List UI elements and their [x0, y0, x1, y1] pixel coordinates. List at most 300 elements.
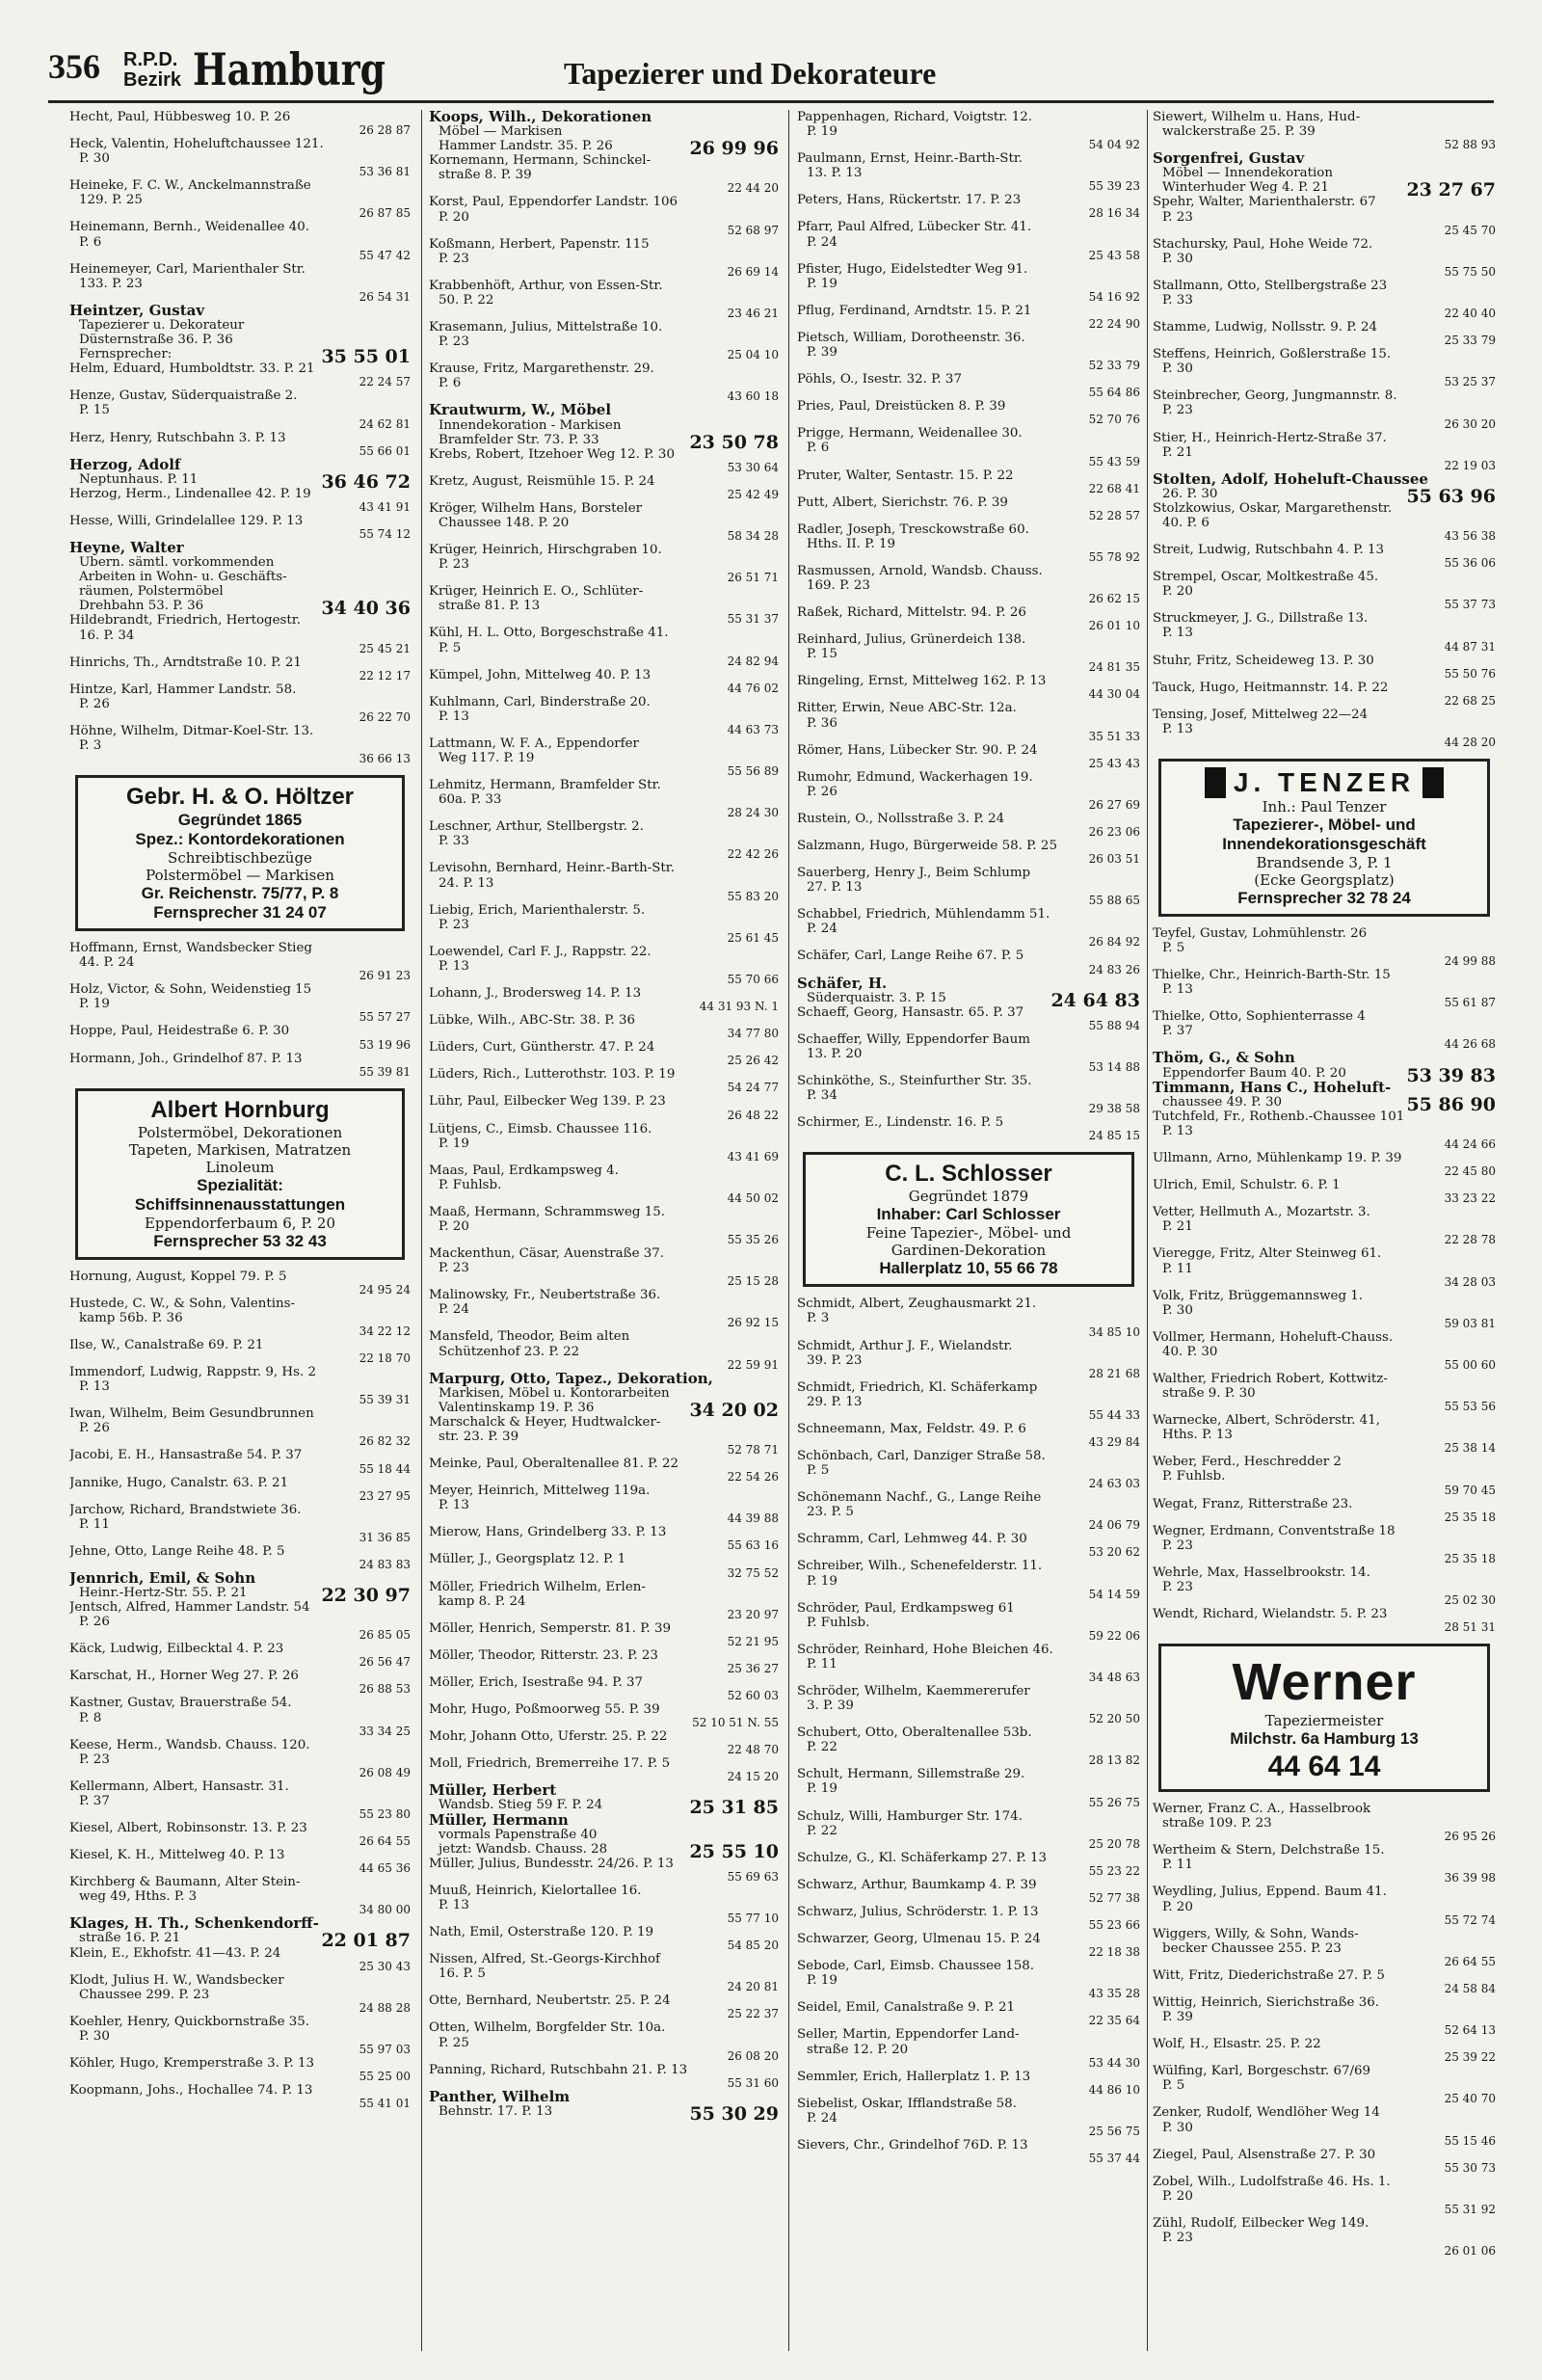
- entry-detail: Fernsprecher:: [79, 347, 173, 362]
- entry-detail: P. 13: [1162, 626, 1193, 641]
- directory-entry: [797, 399, 1140, 426]
- entry-detail: kamp 56b. P. 36: [79, 1310, 183, 1325]
- directory-entry: [69, 941, 411, 982]
- entry-phone: 55 23 66: [1088, 1918, 1140, 1933]
- entry-phone: 22 01 87: [321, 1930, 411, 1952]
- entry-name: Mierow, Hans, Grindelberg 33. P. 13: [429, 1525, 667, 1540]
- entry-phone: 55 63 16: [727, 1538, 779, 1553]
- entry-phone: 26 48 22: [727, 1108, 779, 1122]
- entry-name: Iwan, Wilhelm, Beim Gesundbrunnen: [69, 1406, 314, 1422]
- directory-entry: [797, 1905, 1140, 1932]
- entry-name: Stolten, Adolf, Hoheluft-Chaussee: [1153, 469, 1428, 488]
- ad-schlosser: [803, 1152, 1134, 1287]
- directory-entry: [1153, 2064, 1496, 2105]
- entry-name: Möller, Erich, Isestraße 94. P. 37: [429, 1674, 644, 1690]
- directory-entry: [69, 1365, 411, 1406]
- entry-phone: 26 92 15: [727, 1316, 779, 1330]
- entry-phone: 54 85 20: [727, 1939, 779, 1953]
- ad-line: (Ecke Georgsplatz): [1254, 870, 1395, 889]
- directory-entry: [1153, 320, 1496, 347]
- entry-name: Schwarzer, Georg, Ulmenau 15. P. 24: [797, 1932, 1041, 1947]
- entry-phone: 26 84 92: [1088, 935, 1140, 949]
- directory-entry: [69, 2015, 411, 2056]
- entry-name: Stier, H., Heinrich-Hertz-Straße 37.: [1153, 430, 1387, 445]
- entry-phone: 22 44 20: [727, 181, 779, 196]
- directory-entry: [429, 986, 779, 1013]
- entry-name: Loewendel, Carl F. J., Rappstr. 22.: [429, 944, 651, 959]
- directory-entry: [1153, 1178, 1496, 1205]
- entry-name: Hildebrandt, Friedrich, Hertogestr.: [69, 613, 301, 628]
- entry-detail: P. 5: [1162, 941, 1185, 955]
- directory-entry: [429, 1122, 779, 1163]
- entry-name: Schabbel, Friedrich, Mühlendamm 51.: [797, 907, 1050, 923]
- entry-name: Wegner, Erdmann, Conventstraße 18: [1153, 1523, 1396, 1538]
- entry-phone: 52 88 93: [1444, 138, 1496, 152]
- column-divider: [788, 110, 789, 2351]
- entry-name: Karschat, H., Horner Weg 27. P. 26: [69, 1669, 299, 1684]
- entry-detail: straße 12. P. 20: [807, 2042, 909, 2057]
- entry-name: Salzmann, Hugo, Bürgerweide 58. P. 25: [797, 839, 1057, 853]
- entry-name: Wendt, Richard, Wielandstr. 5. P. 23: [1153, 1607, 1388, 1621]
- directory-entry: [69, 1914, 411, 1952]
- entry-name: Koßmann, Herbert, Papenstr. 115: [429, 236, 650, 252]
- directory-entry: [429, 1648, 779, 1675]
- directory-entry: [429, 1246, 779, 1288]
- entry-phone: 36 39 98: [1444, 1871, 1496, 1885]
- directory-entry: [429, 695, 779, 736]
- entry-detail: P. 26: [79, 1615, 110, 1630]
- entry-detail: Wandsb. Stieg 59 F. P. 24: [439, 1798, 603, 1813]
- entry-phone: 44 24 66: [1444, 1137, 1496, 1152]
- entry-phone: 55 88 65: [1088, 894, 1140, 908]
- entry-phone: 43 41 69: [727, 1149, 779, 1163]
- entry-name: Kühl, H. L. Otto, Borgeschstraße 41.: [429, 626, 669, 641]
- directory-entry: [69, 613, 411, 655]
- entry-phone: 55 39 23: [1088, 179, 1140, 194]
- directory-entry: [797, 1422, 1140, 1449]
- directory-entry: [69, 1544, 411, 1571]
- entry-detail: Weg 117. P. 19: [439, 751, 535, 765]
- entry-name: Herzog, Adolf: [69, 455, 181, 473]
- ad-address: Gr. Reichenstr. 75/77, P. 8: [141, 884, 339, 903]
- entry-phone: 22 24 57: [359, 375, 411, 389]
- entry-name: Schirmer, E., Lindenstr. 16. P. 5: [797, 1115, 1004, 1131]
- entry-name: Lühr, Paul, Eilbecker Weg 139. P. 23: [429, 1094, 666, 1110]
- ad-line: Inh.: Paul Tenzer: [1262, 797, 1387, 816]
- entry-name: Schulze, G., Kl. Schäferkamp 27. P. 13: [797, 1850, 1048, 1865]
- entry-detail: 13. P. 13: [807, 166, 863, 181]
- entry-detail: chaussee 49. P. 30: [1162, 1094, 1282, 1110]
- entry-phone: 25 55 10: [689, 1840, 779, 1862]
- entry-phone: 26 01 10: [1088, 619, 1140, 633]
- entry-name: Schröder, Wilhelm, Kaemmererufer: [797, 1684, 1030, 1698]
- city-name: Hamburg: [193, 43, 386, 95]
- entry-name: Wiggers, Willy, & Sohn, Wands-: [1153, 1926, 1359, 1941]
- directory-entry: [429, 1781, 779, 1819]
- entry-name: Hornung, August, Koppel 79. P. 5: [69, 1269, 287, 1284]
- entry-name: Kretz, August, Reismühle 15. P. 24: [429, 473, 655, 489]
- directory-entry: [69, 1406, 411, 1448]
- directory-entry: [1153, 1246, 1496, 1288]
- entry-phone: 55 74 12: [359, 526, 411, 541]
- directory-entry: [429, 778, 779, 819]
- entry-name: Otte, Bernhard, Neubertstr. 25. P. 24: [429, 1993, 671, 2009]
- entry-name: Ilse, W., Canalstraße 69. P. 21: [69, 1337, 264, 1352]
- entry-phone: 34 40 36: [321, 598, 411, 620]
- entry-name: Kuhlmann, Carl, Binderstraße 20.: [429, 694, 651, 709]
- entry-detail: P. 19: [807, 276, 837, 291]
- directory-entry: [1153, 1524, 1496, 1565]
- entry-name: Wegat, Franz, Ritterstraße 23.: [1153, 1496, 1353, 1511]
- entry-phone: 22 42 26: [727, 847, 779, 862]
- directory-entry: [1153, 2037, 1496, 2064]
- entry-detail: P. 23: [1162, 403, 1193, 418]
- directory-entry: [797, 949, 1140, 976]
- entry-name: Möller, Friedrich Wilhelm, Erlen-: [429, 1579, 646, 1594]
- entry-detail: P. 33: [1162, 292, 1193, 308]
- entry-name: Hoffmann, Ernst, Wandsbecker Stieg: [69, 941, 312, 956]
- entry-name: Schmidt, Arthur J. F., Wielandstr.: [797, 1338, 1013, 1353]
- entry-detail: P. 19: [79, 997, 110, 1012]
- entry-name: Werner, Franz C. A., Hasselbrook: [1153, 1802, 1371, 1817]
- entry-name: Marpurg, Otto, Tapez., Dekoration,: [429, 1369, 713, 1387]
- entry-phone: 52 70 76: [1088, 413, 1140, 427]
- entry-name: Streit, Ludwig, Rutschbahn 4. P. 13: [1153, 543, 1384, 558]
- directory-entry: [69, 137, 411, 178]
- entry-phone: 55 31 92: [1444, 2202, 1496, 2216]
- entry-name: Jehne, Otto, Lange Reihe 48. P. 5: [69, 1543, 285, 1559]
- directory-entry: [797, 495, 1140, 522]
- entry-phone: 55 97 03: [359, 2043, 411, 2057]
- entry-name: Rasmussen, Arnold, Wandsb. Chauss.: [797, 563, 1043, 578]
- entry-name: Lütjens, C., Eimsb. Chaussee 116.: [429, 1121, 652, 1137]
- entry-detail: Schützenhof 23. P. 22: [439, 1344, 580, 1359]
- entry-phone: 22 48 70: [727, 1743, 779, 1757]
- entry-phone: 43 35 28: [1088, 1987, 1140, 2001]
- column-divider: [1147, 110, 1148, 2351]
- entry-phone: 24 95 24: [359, 1282, 411, 1297]
- entry-name: Klodt, Julius H. W., Wandsbecker: [69, 1972, 284, 1988]
- entry-list: [1153, 1802, 1496, 2258]
- entry-phone: 28 16 34: [1088, 206, 1140, 221]
- entry-detail: Hths. II. P. 19: [807, 536, 896, 551]
- entry-phone: 23 46 21: [727, 307, 779, 321]
- entry-phone: 52 21 95: [727, 1634, 779, 1648]
- directory-entry: [429, 668, 779, 695]
- entry-detail: P. 23: [79, 1752, 110, 1767]
- entry-detail: becker Chaussee 255. P. 23: [1162, 1940, 1342, 1956]
- entry-phone: 26 87 85: [359, 206, 411, 221]
- directory-entry: [69, 1821, 411, 1848]
- directory-entry: [429, 1993, 779, 2020]
- entry-name: Schröder, Reinhard, Hohe Bleichen 46.: [797, 1642, 1053, 1657]
- entry-name: Ritter, Erwin, Neue ABC-Str. 12a.: [797, 701, 1017, 716]
- directory-entry: [429, 2087, 779, 2125]
- entry-phone: 53 25 37: [1444, 375, 1496, 389]
- entry-detail: straße 9. P. 30: [1162, 1386, 1256, 1402]
- ornament-block: [1205, 767, 1226, 798]
- directory-entry: [429, 1525, 779, 1552]
- entry-phone: 55 44 33: [1088, 1407, 1140, 1422]
- directory-entry: [797, 2138, 1140, 2165]
- entry-detail: Hammer Landstr. 35. P. 26: [439, 139, 613, 154]
- entry-phone: 22 54 26: [727, 1470, 779, 1484]
- entry-detail: 24. P. 13: [439, 875, 494, 891]
- entry-name: Meyer, Heinrich, Mittelweg 119a.: [429, 1484, 651, 1499]
- entry-name: Mohr, Johann Otto, Uferstr. 25. P. 22: [429, 1729, 668, 1745]
- entry-detail: P. 23: [439, 557, 469, 573]
- entry-phone: 29 38 58: [1088, 1102, 1140, 1116]
- entry-phone: 22 18 38: [1088, 1945, 1140, 1960]
- directory-entry: [1153, 2175, 1496, 2216]
- entry-detail: P. 19: [439, 1136, 469, 1151]
- ad-line: Gardinen-Dekoration: [891, 1242, 1047, 1260]
- directory-entry: [1153, 2105, 1496, 2147]
- entry-phone: 43 29 84: [1088, 1434, 1140, 1449]
- entry-detail: P. 15: [79, 403, 110, 418]
- entry-phone: 34 22 12: [359, 1324, 411, 1338]
- entry-detail: 44. P. 24: [79, 955, 135, 971]
- entry-phone: 55 69 63: [727, 1869, 779, 1884]
- entry-name: Lohann, J., Brodersweg 14. P. 13: [429, 986, 642, 1002]
- entry-detail: P. 15: [807, 647, 837, 662]
- directory-entry: [797, 2097, 1140, 2138]
- entry-phone: 28 13 82: [1088, 1753, 1140, 1768]
- directory-entry: [429, 279, 779, 320]
- directory-entry: [797, 1559, 1140, 1600]
- entry-name: Zühl, Rudolf, Eilbecker Weg 149.: [1153, 2215, 1369, 2231]
- entry-name: Sauerberg, Henry J., Beim Schlump: [797, 866, 1031, 881]
- ad-line: Gegründet 1879: [908, 1188, 1029, 1206]
- entry-phone: 55 39 31: [359, 1393, 411, 1407]
- entry-phone: 44 76 02: [727, 681, 779, 695]
- entry-phone: 26 64 55: [1444, 1954, 1496, 1968]
- entry-phone: 52 68 97: [727, 223, 779, 237]
- directory-entry: [797, 1449, 1140, 1490]
- entry-detail: P. 13: [1162, 982, 1193, 998]
- directory-entry: [69, 220, 411, 261]
- ad-tenzer: [1158, 759, 1490, 917]
- entry-phone: 34 48 63: [1088, 1671, 1140, 1684]
- entry-name: Radler, Joseph, Tresckowstraße 60.: [797, 521, 1029, 537]
- entry-phone: 25 35 18: [1444, 1551, 1496, 1565]
- entry-phone: 55 72 74: [1444, 1912, 1496, 1927]
- entry-phone: 24 62 81: [359, 416, 411, 431]
- directory-entry: [69, 110, 411, 137]
- entry-name: Putt, Albert, Sierichstr. 76. P. 39: [797, 495, 1008, 510]
- directory-entry: [429, 1067, 779, 1094]
- entry-name: Raßek, Richard, Mittelstr. 94. P. 26: [797, 605, 1026, 621]
- entry-phone: 31 36 85: [359, 1530, 411, 1544]
- entry-name: Mansfeld, Theodor, Beim alten: [429, 1329, 630, 1345]
- entry-detail: P. 13: [439, 958, 469, 974]
- entry-name: Malinowsky, Fr., Neubertstraße 36.: [429, 1288, 661, 1303]
- entry-name: Marschalck & Heyer, Hudtwalcker-: [429, 1414, 661, 1430]
- entry-phone: 34 28 03: [1444, 1274, 1496, 1289]
- entry-detail: Drehbahn 53. P. 36: [79, 599, 204, 614]
- directory-entry: [1153, 431, 1496, 472]
- entry-detail: P. 13: [1162, 721, 1193, 736]
- entry-name: Pietsch, William, Dorotheenstr. 36.: [797, 330, 1025, 345]
- directory-entry: [69, 1696, 411, 1737]
- entry-name: Krause, Fritz, Margarethenstr. 29.: [429, 361, 654, 377]
- entry-phone: 55 26 75: [1088, 1795, 1140, 1809]
- entry-name: Römer, Hans, Lübecker Str. 90. P. 24: [797, 742, 1038, 758]
- entry-phone: 26 27 69: [1088, 797, 1140, 812]
- entry-name: Schönemann Nachf., G., Lange Reihe: [797, 1490, 1042, 1506]
- entry-phone: 55 61 87: [1444, 996, 1496, 1010]
- entry-detail: 16. P. 34: [79, 628, 135, 643]
- directory-entry: [429, 361, 779, 403]
- entry-phone: 53 14 88: [1088, 1060, 1140, 1075]
- directory-entry: [1153, 1497, 1496, 1524]
- entry-name: Lattmann, W. F. A., Eppendorfer: [429, 735, 639, 751]
- entry-name: Sorgenfrei, Gustav: [1153, 149, 1305, 168]
- entry-name: Ullmann, Arno, Mühlenkamp 19. P. 39: [1153, 1151, 1402, 1166]
- entry-name: Ulrich, Emil, Schulstr. 6. P. 1: [1153, 1178, 1341, 1193]
- ad-address: Milchstr. 6a Hamburg 13: [1230, 1729, 1419, 1749]
- entry-name: Schäfer, Carl, Lange Reihe 67. P. 5: [797, 949, 1024, 964]
- entry-name: Kellermann, Albert, Hansastr. 31.: [69, 1778, 289, 1794]
- directory-entry: [429, 1094, 779, 1121]
- entry-name: Kornemann, Hermann, Schinckel-: [429, 153, 651, 169]
- entry-name: Lüders, Rich., Lutterothstr. 103. P. 19: [429, 1067, 676, 1083]
- entry-name: Otten, Wilhelm, Borgfelder Str. 10a.: [429, 2020, 666, 2036]
- entry-phone: 43 41 91: [359, 499, 411, 514]
- entry-detail: Ubern. sämtl. vorkommenden: [79, 555, 275, 571]
- entry-name: Weydling, Julius, Eppend. Baum 41.: [1153, 1885, 1387, 1900]
- directory-entry: [1153, 347, 1496, 388]
- directory-entry: [1153, 1049, 1496, 1086]
- entry-detail: 3. P. 39: [807, 1698, 854, 1714]
- directory-entry: [1153, 2216, 1496, 2258]
- entry-detail: P. 6: [807, 441, 830, 456]
- column-4: [1153, 110, 1496, 2356]
- entry-detail: walckerstraße 25. P. 39: [1162, 124, 1316, 140]
- entry-phone: 44 50 02: [727, 1190, 779, 1205]
- ad-hornburg: [75, 1088, 405, 1260]
- entry-name: Thöm, G., & Sohn: [1153, 1049, 1295, 1067]
- directory-entry: [1153, 708, 1496, 749]
- entry-phone: 54 16 92: [1088, 289, 1140, 304]
- entry-detail: P. 23: [1162, 209, 1193, 225]
- entry-phone: 55 43 59: [1088, 454, 1140, 468]
- entry-phone: 53 30 64: [727, 460, 779, 474]
- entry-phone: 52 64 13: [1444, 2023, 1496, 2038]
- directory-entry: [797, 1297, 1140, 1338]
- entry-name: Witt, Fritz, Diederichstraße 27. P. 5: [1153, 1967, 1385, 1983]
- entry-list: [69, 110, 411, 765]
- entry-phone: 43 60 18: [727, 389, 779, 404]
- entry-detail: straße 16. P. 21: [79, 1931, 181, 1946]
- entry-list: [69, 941, 411, 1079]
- entry-phone: 44 63 73: [727, 722, 779, 736]
- entry-detail: Heinr.-Hertz-Str. 55. P. 21: [79, 1585, 248, 1600]
- entry-phone: 26 56 47: [359, 1655, 411, 1670]
- entry-phone: 53 20 62: [1088, 1545, 1140, 1560]
- entry-name: Käck, Ludwig, Eilbecktal 4. P. 23: [69, 1642, 284, 1657]
- rpd-label: R.P.D.: [123, 49, 178, 70]
- directory-entry: [429, 1884, 779, 1925]
- directory-entry: [429, 1810, 779, 1862]
- entry-phone: 55 23 22: [1088, 1863, 1140, 1878]
- ad-line: Spez.: Kontordekorationen: [135, 830, 345, 849]
- directory-entry: [797, 331, 1140, 372]
- entry-phone: 28 21 68: [1088, 1366, 1140, 1380]
- entry-name: Pflug, Ferdinand, Arndtstr. 15. P. 21: [797, 303, 1032, 318]
- directory-entry: [797, 1115, 1140, 1142]
- entry-name: Jacobi, E. H., Hansastraße 54. P. 37: [69, 1448, 303, 1463]
- entry-phone: 26 91 23: [359, 969, 411, 983]
- entry-name: Heinemann, Bernh., Weidenallee 40.: [69, 220, 310, 235]
- entry-phone: 44 86 10: [1088, 2082, 1140, 2097]
- ad-line: Polstermöbel, Dekorationen: [137, 1123, 343, 1141]
- entry-detail: P. 19: [807, 1573, 837, 1589]
- directory-entry: [69, 1848, 411, 1875]
- entry-name: Nath, Emil, Osterstraße 120. P. 19: [429, 1925, 654, 1940]
- entry-name: Sievers, Chr., Grindelhof 76D. P. 13: [797, 2137, 1028, 2153]
- entry-detail: P. 5: [439, 640, 462, 655]
- entry-phone: 52 20 50: [1088, 1712, 1140, 1726]
- directory-entry: [797, 1032, 1140, 1074]
- entry-name: Krabbenhöft, Arthur, von Essen-Str.: [429, 278, 663, 293]
- directory-entry: [797, 220, 1140, 261]
- entry-name: Wehrle, Max, Hasselbrookstr. 14.: [1153, 1564, 1370, 1580]
- entry-name: Pfister, Hugo, Eidelstedter Weg 91.: [797, 261, 1028, 277]
- directory-entry: [429, 626, 779, 667]
- ad-phone: 44 64 14: [1267, 1751, 1381, 1783]
- entry-phone: 28 24 30: [727, 806, 779, 820]
- entry-name: Möller, Henrich, Semperstr. 81. P. 39: [429, 1620, 672, 1636]
- entry-phone: 55 18 44: [359, 1461, 411, 1476]
- entry-detail: straße 81. P. 13: [439, 599, 541, 614]
- directory-entry: [797, 1725, 1140, 1767]
- directory-entry: [429, 903, 779, 945]
- directory-entry: [797, 426, 1140, 468]
- entry-phone: 28 51 31: [1444, 1620, 1496, 1635]
- entry-name: Leschner, Arthur, Stellbergstr. 2.: [429, 819, 644, 835]
- entry-name: Vieregge, Fritz, Alter Steinweg 61.: [1153, 1246, 1382, 1262]
- entry-name: Maas, Paul, Erdkampsweg 4.: [429, 1163, 619, 1178]
- directory-entry: [797, 1851, 1140, 1878]
- entry-name: Zobel, Wilh., Ludolfstraße 46. Hs. 1.: [1153, 2174, 1391, 2189]
- section-title: Tapezierer und Dekorateure: [564, 56, 937, 91]
- entry-phone: 55 41 01: [359, 2097, 411, 2111]
- directory-entry: [797, 866, 1140, 907]
- entry-phone: 34 85 10: [1088, 1324, 1140, 1339]
- entry-phone: 55 57 27: [359, 1010, 411, 1025]
- entry-phone: 26 95 26: [1444, 1830, 1496, 1844]
- entry-phone: 25 33 79: [1444, 334, 1496, 348]
- directory-entry: [797, 1074, 1140, 1115]
- directory-entry: [797, 110, 1140, 151]
- entry-detail: Winterhuder Weg 4. P. 21: [1162, 180, 1329, 196]
- directory-entry: [429, 1288, 779, 1329]
- directory-entry: [1153, 1565, 1496, 1607]
- entry-detail: P. 25: [439, 2035, 469, 2050]
- entry-phone: 24 63 03: [1088, 1477, 1140, 1491]
- entry-detail: Arbeiten in Wohn- u. Geschäfts-: [79, 570, 287, 585]
- directory-entry: [1153, 926, 1496, 968]
- entry-name: Pöhls, O., Isestr. 32. P. 37: [797, 372, 962, 388]
- entry-name: Koehler, Henry, Quickbornstraße 35.: [69, 2014, 310, 2029]
- entry-name: Henze, Gustav, Süderquaistraße 2.: [69, 388, 298, 404]
- entry-phone: 35 51 33: [1088, 729, 1140, 743]
- directory-entry: [69, 388, 411, 430]
- entry-phone: 22 35 64: [1088, 2014, 1140, 2028]
- entry-detail: P. 24: [807, 2110, 837, 2126]
- ad-phone: Fernsprecher 53 32 43: [153, 1231, 327, 1250]
